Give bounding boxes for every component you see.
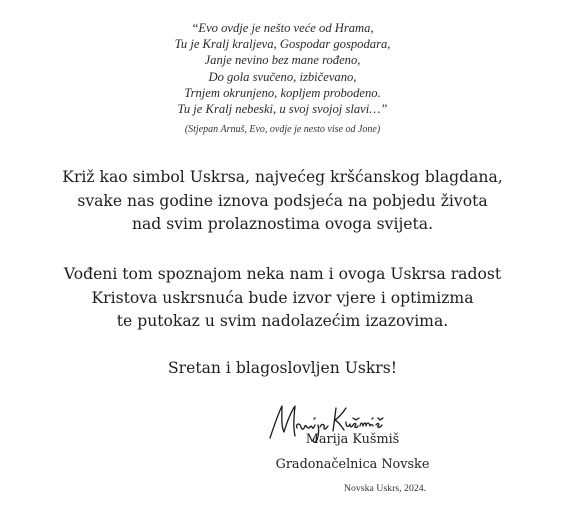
message-line: te putokaz u svim nadolazećim izazovima. <box>116 312 449 330</box>
poem-citation: (Stjepan Arnuš, Evo, ovdje je nesto vise od Jone) <box>184 124 381 136</box>
place-and-date: Novska Uskrs, 2024. <box>343 483 427 494</box>
message-line: Kristova uskrsnuća bude izvor vjere i optimizma <box>91 288 474 307</box>
message-paragraph-1 <box>0 166 565 237</box>
poem-line: “Evo ovdje je nešto veće od Hrama, <box>191 21 374 35</box>
poem-line: Trnjem okrunjeno, kopljem probodeno. <box>184 85 381 100</box>
greeting-text: Sretan i blagoslovljen Uskrs! <box>167 359 398 377</box>
message-line: svake nas godine iznova podsjeća na pobjedu života <box>77 191 488 210</box>
message-line: Križ kao simbol Uskrsa, najvećeg kršćanskog blagdana, <box>62 168 503 186</box>
poem-line: Tu je Kralj nebeski, u svoj svojoj slavi…” <box>177 102 388 117</box>
poem-line: Tu je Kralj kraljeva, Gospodar gospodara, <box>174 37 391 52</box>
signer-role: Gradonačelnica Novske <box>275 457 430 472</box>
poem-quote <box>0 20 565 137</box>
easter-greeting <box>0 357 565 381</box>
signer-name: Marija Kušmiš <box>305 432 400 447</box>
poem-line: Do gola svučeno, izbičevano, <box>208 69 357 84</box>
poem-line: Janje nevino bez mane rođeno, <box>204 53 361 68</box>
message-line: nad svim prolaznostima ovoga svijeta. <box>131 215 434 233</box>
message-line: Vođeni tom spoznajom neka nam i ovoga Uskrsa radost <box>63 265 502 283</box>
message-paragraph-2 <box>0 263 565 334</box>
